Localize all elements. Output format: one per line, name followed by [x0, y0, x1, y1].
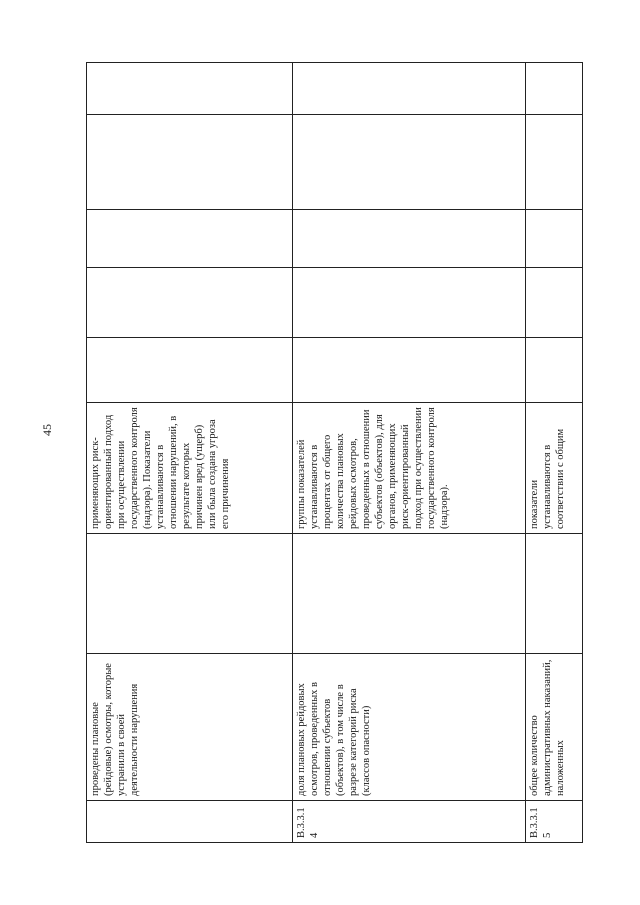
page-number: 45: [40, 424, 54, 436]
empty-cell: [87, 534, 293, 654]
empty-cell: [293, 338, 526, 403]
empty-cell: [526, 534, 583, 654]
empty-cell: [526, 63, 583, 115]
empty-cell: [87, 338, 293, 403]
empty-cell: [293, 115, 526, 210]
empty-cell: [293, 210, 526, 268]
empty-cell: [526, 210, 583, 268]
empty-cell: [526, 268, 583, 338]
indicator-name-cell: проведены плановые (рейдовые) осмотры, которые устранили в своей деятельности нарушения: [87, 654, 293, 801]
rotated-table-container: [86, 63, 582, 843]
indicators-table: [86, 62, 583, 843]
indicator-description-cell: применяющих риск-ориентированный подход при осуществлении государственного контроля (надзора). Показатели устанавливаются в отношении нарушений, в результате которых причинен вред (ущерб) или была создана угроза его причинения: [87, 403, 293, 534]
indicator-code-cell: [87, 801, 293, 843]
empty-cell: [293, 534, 526, 654]
indicator-code-cell: В.3.3.15: [526, 801, 583, 843]
empty-cell: [87, 115, 293, 210]
empty-cell: [293, 63, 526, 115]
empty-cell: [526, 338, 583, 403]
empty-cell: [87, 268, 293, 338]
indicator-name-cell: общее количество административных наказаний, наложенных: [526, 654, 583, 801]
indicator-description-cell: группы показателей устанавливаются в процентах от общего количества плановых рейдовых осмотров, проведенных в отношении субъектов (объектов), для органов, применяющих риск-ориентированный подход при осуществлении государственного контроля (надзора).: [293, 403, 526, 534]
table-row: [87, 63, 293, 843]
empty-cell: [87, 210, 293, 268]
empty-cell: [87, 63, 293, 115]
indicator-code-cell: В.3.3.14: [293, 801, 526, 843]
table-row: [526, 63, 583, 843]
indicator-description-cell: показатели устанавливаются в соответствии с общим: [526, 403, 583, 534]
empty-cell: [293, 268, 526, 338]
indicator-name-cell: доля плановых рейдовых осмотров, проведенных в отношении субъектов (объектов), в том числе в разрезе категорий риска (классов опасности): [293, 654, 526, 801]
empty-cell: [526, 115, 583, 210]
table-row: [293, 63, 526, 843]
